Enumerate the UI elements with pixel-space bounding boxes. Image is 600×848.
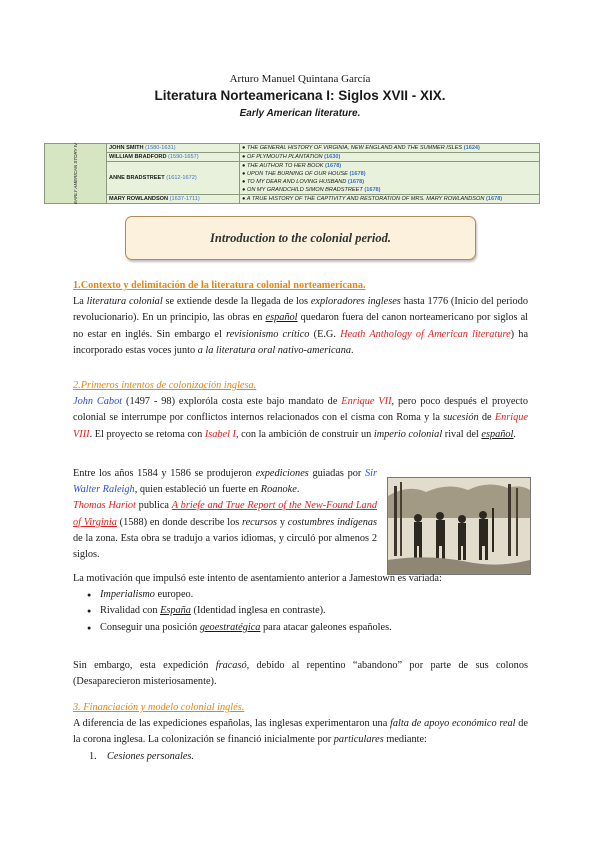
author-cell: MARY ROWLANDSON (1637-1711) bbox=[107, 195, 240, 204]
table-side-label: EARLY AMERICAN STORY IV bbox=[45, 144, 107, 204]
list-item: ● Imperialismo europeo. bbox=[73, 587, 528, 603]
works-cell: ● OF PLYMOUTH PLANTATION (1630) bbox=[240, 153, 540, 162]
illustration-image bbox=[387, 477, 531, 575]
table-row bbox=[45, 162, 540, 195]
works-cell: ● THE GENERAL HISTORY OF VIRGINIA, NEW ENGLAND AND THE SUMMER ISLES (1624) bbox=[240, 144, 540, 153]
paragraph: Sin embargo, esta expedición fracasó, debido al repentino “abandono” por parte de sus colonos (Desaparecieron misteriosamente). bbox=[73, 660, 528, 688]
table-row bbox=[45, 153, 540, 162]
section-heading: 2.Primeros intentos de colonización inglesa. bbox=[73, 380, 257, 391]
works-cell: ● A TRUE HISTORY OF THE CAPTIVITY AND RESTORATION OF MRS. MARY ROWLANDSON (1678) bbox=[240, 195, 540, 204]
paragraph: La literatura colonial se extiende desde la llegada de los exploradores ingleses hasta 1776 (Inicio del periodo revolucionario). En un principio, las obras en español quedaron fuera del canon norteamericano por siglos al no estar en inglés. Sin embargo el revisionismo crítico (E.G. Heath Anthology of American literature) ha incorporado estas voces junto a la literatura oral nativo-americana. bbox=[73, 296, 529, 356]
table-row bbox=[45, 144, 540, 153]
author-name: Arturo Manuel Quintana García bbox=[229, 73, 371, 85]
section-heading: 1.Contexto y delimitación de la literatura colonial norteamericana. bbox=[73, 280, 366, 291]
section-heading: 3. Financiación y modelo colonial inglés. bbox=[73, 702, 245, 713]
section-2 bbox=[73, 378, 528, 443]
paragraph: A diferencia de las expediciones españolas, las inglesas experimentaron una falta de apoyo económico real de la corona inglesa. La colonización se financió inicialmente por particulares mediante: bbox=[73, 718, 528, 746]
paragraph: La motivación que impulsó este intento de asentamiento anterior a Jamestown es variada: ● Imperialismo europeo. ● Rivalidad con España (Identidad inglesa en contraste). ● Conseguir una posición geoestratégica para atacar galeones españoles. bbox=[73, 571, 528, 636]
author-cell: JOHN SMITH (1580-1631) bbox=[107, 144, 240, 153]
bullet-list bbox=[73, 587, 528, 636]
section-3 bbox=[73, 700, 528, 765]
page-subtitle: Early American literature. bbox=[239, 108, 361, 119]
list-item: ● Rivalidad con España (Identidad inglesa en contraste). bbox=[73, 603, 528, 619]
paragraph: Entre los años 1584 y 1586 se produjeron expediciones guiadas por Sir Walter Raleigh, quien estableció un fuerte en Roanoke. Thomas Hariot publica A briefe and True Report of the New-Found Land of Virginia (1588) en donde describe los recursos y costumbres indígenas de la zona. Esta obra se tradujo a varios idiomas, y circuló por almenos 2 siglos. bbox=[73, 468, 377, 561]
intro-banner: Introduction to the colonial period. bbox=[125, 216, 476, 260]
authors-table bbox=[44, 143, 540, 204]
table-row bbox=[45, 195, 540, 204]
author-cell: WILLIAM BRADFORD (1590-1657) bbox=[107, 153, 240, 162]
author-cell: ANNE BRADSTREET (1612-1672) bbox=[107, 162, 240, 195]
page-title: Literatura Norteamericana I: Siglos XVII - XIX. bbox=[154, 88, 446, 103]
works-cell: ● THE AUTHOR TO HER BOOK (1678) ● UPON THE BURNING OF OUR HOUSE (1678) ● TO MY DEAR AND LOVING HUSBAND (1678) ● ON MY GRANDCHILD SIMON BRADSTREET (1678) bbox=[240, 162, 540, 195]
section-1 bbox=[73, 278, 528, 359]
list-item: ● Conseguir una posición geoestratégica para atacar galeones españoles. bbox=[73, 620, 528, 636]
paragraph: John Cabot (1497 - 98) exploróla costa este bajo mandato de Enrique VII, pero poco después el proyecto colonial se interrumpe por conflictos internos relacionados con el cisma con Roma y la sucesión de Enrique VIII. El proyecto se retoma con Isabel I, con la ambición de construir un imperio colonial rival del español. bbox=[73, 396, 529, 440]
list-item: 1. Cesiones personales. bbox=[89, 750, 194, 762]
